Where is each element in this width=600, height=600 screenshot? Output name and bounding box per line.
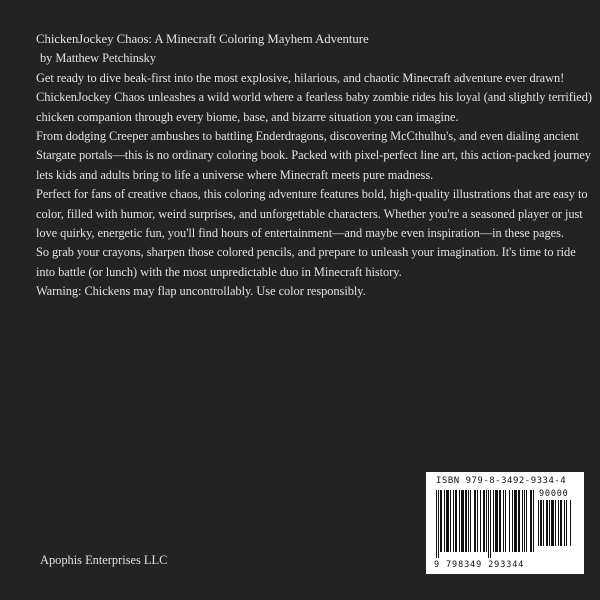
barcode-bar (566, 500, 567, 546)
barcode-bar (540, 500, 542, 546)
barcode-bar (503, 490, 504, 552)
barcode-bar (459, 490, 460, 552)
barcode-bar (453, 490, 454, 552)
barcode-bar (509, 490, 510, 552)
barcode-bar (518, 490, 520, 552)
barcode-bar (564, 500, 565, 546)
barcode-bar (468, 490, 469, 552)
barcode-bar (555, 500, 556, 546)
barcode-bar (538, 500, 539, 546)
description-paragraph-1: Get ready to dive beak-first into the most explosive, hilarious, and chaotic Minecraft adventure ever drawn! ChickenJockey Chaos unleashes a wild world where a fearless baby zombie rides his loyal (and slightly terrified) chicken companion through every biome, base, and bizarre situation you can imagine. (36, 70, 592, 124)
barcode-bar (444, 490, 445, 552)
barcode-bar (488, 490, 489, 558)
barcode-bar (483, 490, 485, 552)
barcode-bar (546, 500, 548, 546)
barcode-bar (446, 490, 449, 552)
author-line: by Matthew Petchinsky (40, 51, 156, 66)
isbn-barcode (426, 472, 584, 574)
barcode-bar (533, 490, 534, 552)
barcode-bar (560, 500, 562, 546)
barcode-bar (551, 500, 554, 546)
price-code: 90000 (539, 489, 569, 499)
barcode-bar (477, 490, 478, 552)
description-paragraph-4: So grab your crayons, sharpen those colored pencils, and prepare to unleash your imagination. It's time to ride into battle (or lunch) with the most unpredictable duo in Minecraft history. (36, 245, 576, 279)
ean-digits: 9 798349 293344 (434, 560, 525, 570)
isbn-label: ISBN 979-8-3492-9334-4 (436, 476, 567, 486)
book-title: ChickenJockey Chaos: A Minecraft Coloring Mayhem Adventure (36, 32, 369, 46)
barcode-bar (480, 490, 481, 552)
barcode-bar (526, 490, 527, 552)
barcode-bar (440, 490, 442, 552)
barcode-bar (570, 500, 571, 546)
barcode-bar (465, 490, 467, 552)
barcode-bar (486, 490, 487, 552)
barcode-bar (474, 490, 476, 552)
barcode-bar (490, 490, 491, 558)
publisher-name: Apophis Enterprises LLC (40, 553, 168, 567)
barcode-bar (455, 490, 457, 552)
description-block (36, 30, 592, 302)
description-paragraph-2: From dodging Creeper ambushes to battling Enderdragons, discovering McCthulhu's, and even dialing ancient Stargate portals—this is no ordinary coloring book. Packed with pixel-perfect line art, this action-packed journey lets kids and adults bring to life a universe where Minecraft meets pure madness. (36, 129, 591, 182)
warning-line: Warning: Chickens may flap uncontrollably. Use color responsibly. (36, 284, 366, 299)
barcode-bar (524, 490, 525, 552)
barcode-bar (522, 490, 523, 552)
description-paragraph-3: Perfect for fans of creative chaos, this coloring adventure features bold, high-quality illustrations that are easy to color, filled with humor, weird surprises, and unforgettable characters. Whether you're a seasoned player or just love quirky, energetic fun, you'll find hours of entertainment—and maybe even inspiration—in these pages. (36, 187, 588, 241)
barcode-bar (549, 500, 550, 546)
barcode-bar (493, 490, 494, 552)
barcode-bar (450, 490, 451, 552)
barcode-bar (543, 500, 544, 546)
ean-barcode-bars (436, 490, 534, 560)
barcode-bar (495, 490, 498, 552)
barcode-bar (436, 490, 437, 558)
price-barcode-bars (538, 500, 576, 550)
barcode-bar (438, 490, 439, 558)
barcode-bar (470, 490, 471, 552)
barcode-bar (514, 490, 517, 552)
barcode-bar (505, 490, 506, 552)
barcode-bar (461, 490, 464, 552)
barcode-bar (512, 490, 513, 552)
barcode-bar (530, 490, 532, 552)
barcode-bar (558, 500, 559, 546)
barcode-bar (499, 490, 501, 552)
